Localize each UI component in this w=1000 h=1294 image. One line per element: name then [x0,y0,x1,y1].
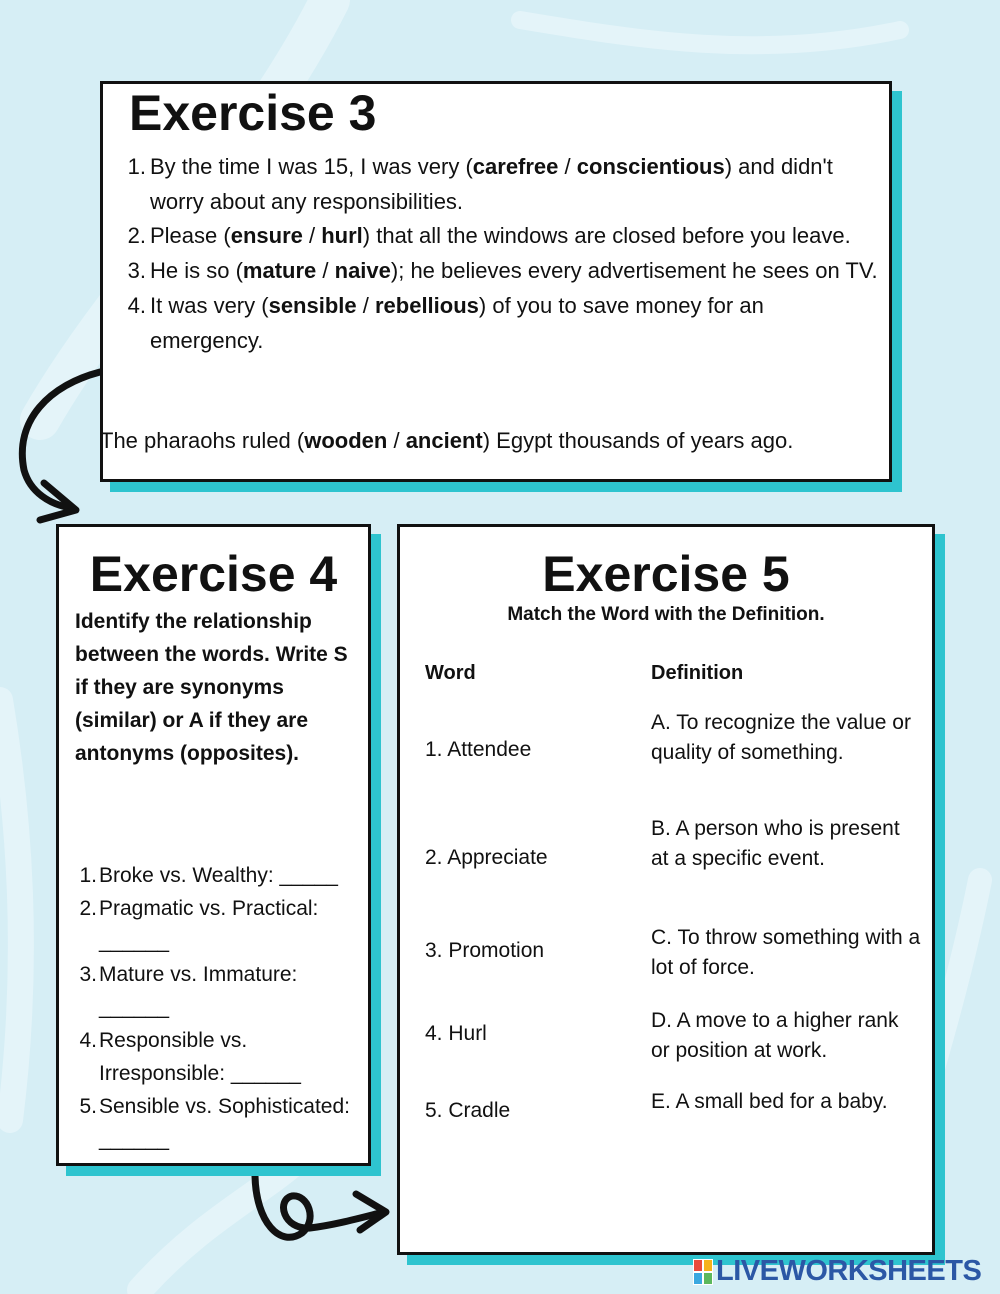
option-separator: / [316,258,335,284]
item-text [150,289,881,358]
exercise-5-card [397,524,935,1255]
item-number: 2. [79,897,97,920]
item-post: ) Egypt thousands of years ago. [482,428,794,453]
word-item[interactable]: 4. Hurl [425,1022,487,1045]
list-item [111,150,881,219]
logo-tile [703,1272,713,1285]
exercise-5-subtitle: Match the Word with the Definition. [507,604,825,625]
list-item[interactable] [71,859,366,892]
logo-icon [693,1259,713,1285]
option-2[interactable]: naive [334,258,391,284]
option-separator: / [356,292,375,318]
list-item[interactable] [71,1024,366,1090]
item-post: ) and didn't worry about any responsibilities. [150,154,833,214]
item-number: 4. [127,292,146,318]
option-1[interactable]: ensure [230,223,303,249]
definition-column-header: Definition [651,662,744,684]
logo-text: LIVEWORKSHEETS [716,1255,982,1287]
option-1[interactable]: carefree [472,154,559,179]
option-2[interactable]: rebellious [374,292,479,318]
exercise-3-card [100,81,892,482]
exercise-4-list [71,859,366,1156]
item-number: 3. [79,963,97,986]
word-column-header: Word [425,662,476,684]
item-post: ) of you to save money for an emergency. [150,292,764,353]
logo-tile [703,1259,713,1272]
item-number: 3. [127,258,146,284]
item-text [150,219,881,254]
word-item[interactable]: 5. Cradle [425,1099,511,1122]
logo-tile [693,1259,703,1272]
item-text: Sensible vs. Sophisticated: ______ [99,1095,350,1151]
item-pre: The pharaohs ruled ( [100,428,305,453]
item-pre: He is so ( [150,258,243,284]
option-1[interactable]: wooden [304,428,388,453]
exercise-3-list [111,150,881,358]
item-text: Responsible vs. Irresponsible: ______ [99,1029,301,1085]
definition-item[interactable]: C. To throw something with a lot of force. [651,926,921,979]
item-text: Broke vs. Wealthy: _____ [99,864,338,887]
logo-tile [693,1272,703,1285]
list-item [111,254,881,289]
list-item [111,289,881,358]
exercise-4-instructions: Identify the relationship between the words. Write S if they are synonyms (similar) or A if they are antonyms (opposites). [75,610,348,765]
option-2[interactable]: conscientious [576,154,725,179]
item-text [150,254,881,289]
exercise-4-card [56,524,371,1166]
item-number: 1. [79,864,97,887]
liveworksheets-logo [693,1255,981,1288]
list-item[interactable] [71,958,366,1024]
item-post: ) that all the windows are closed before you leave. [362,223,851,249]
item-pre: By the time I was 15, I was very ( [150,154,473,179]
option-separator: / [302,223,322,249]
list-item[interactable] [71,1090,366,1156]
item-pre: It was very ( [150,292,269,318]
item-number: 4. [79,1029,97,1052]
item-number: 2. [127,223,146,249]
option-1[interactable]: mature [242,258,317,284]
item-number: 1. [127,154,146,179]
extra-sentence [100,428,793,454]
definition-item[interactable]: B. A person who is present at a specific event. [651,817,900,870]
exercise-5-title: Exercise 5 [542,546,790,602]
option-separator: / [387,428,406,453]
item-post: ); he believes every advertisement he sees on TV. [390,258,878,284]
list-item[interactable] [71,892,366,958]
word-item[interactable]: 3. Promotion [425,939,545,962]
option-separator: / [558,154,577,179]
option-2[interactable]: hurl [321,223,363,249]
item-text: Mature vs. Immature: ______ [99,963,298,1019]
word-item[interactable]: 2. Appreciate [425,846,548,869]
exercise-3-title: Exercise 3 [129,85,377,141]
item-number: 5. [79,1095,97,1118]
definition-item[interactable]: D. A move to a higher rank or position at work. [651,1009,899,1062]
option-1[interactable]: sensible [268,292,357,318]
definition-item[interactable]: E. A small bed for a baby. [651,1090,888,1113]
list-item [111,219,881,254]
item-text [150,150,881,219]
item-text: Pragmatic vs. Practical: ______ [99,897,319,953]
item-pre: Please ( [150,223,231,249]
option-2[interactable]: ancient [405,428,483,453]
exercise-4-title: Exercise 4 [89,546,338,602]
word-item[interactable]: 1. Attendee [425,738,532,761]
definition-item[interactable]: A. To recognize the value or quality of something. [651,711,911,764]
